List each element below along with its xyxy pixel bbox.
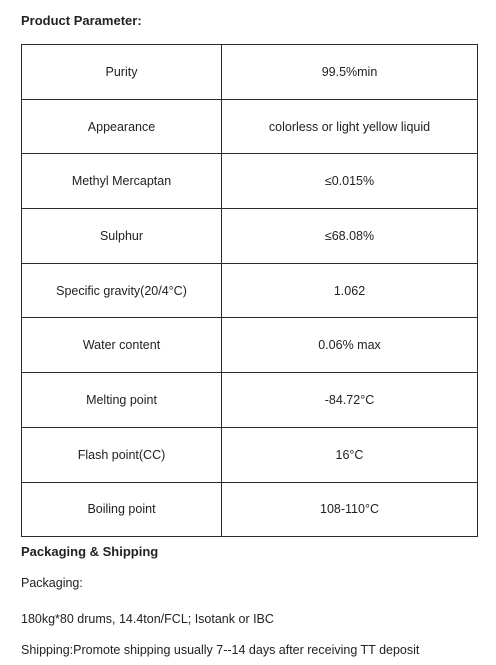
table-row	[22, 373, 478, 428]
parameter-value: ≤68.08%	[222, 209, 478, 264]
table-row	[22, 482, 478, 537]
product-parameter-heading: Product Parameter:	[21, 13, 142, 28]
parameter-name: Boiling point	[22, 482, 222, 537]
parameter-value: 99.5%min	[222, 45, 478, 100]
table-row	[22, 263, 478, 318]
packaging-detail: 180kg*80 drums, 14.4ton/FCL; Isotank or IBC	[21, 612, 274, 626]
table-row	[22, 45, 478, 100]
parameter-name: Water content	[22, 318, 222, 373]
parameter-value: -84.72°C	[222, 373, 478, 428]
packaging-shipping-heading: Packaging & Shipping	[21, 544, 159, 559]
table-row	[22, 99, 478, 154]
table-row	[22, 154, 478, 209]
parameter-name: Methyl Mercaptan	[22, 154, 222, 209]
parameter-value: 16°C	[222, 427, 478, 482]
table-row	[22, 427, 478, 482]
shipping-info: Shipping:Promote shipping usually 7--14 days after receiving TT deposit	[21, 643, 420, 657]
parameter-value: 108-110°C	[222, 482, 478, 537]
table-row	[22, 209, 478, 264]
parameter-name: Purity	[22, 45, 222, 100]
parameter-value: ≤0.015%	[222, 154, 478, 209]
parameter-value: colorless or light yellow liquid	[222, 99, 478, 154]
table-row	[22, 318, 478, 373]
parameter-name: Melting point	[22, 373, 222, 428]
parameter-name: Appearance	[22, 99, 222, 154]
parameter-name: Flash point(CC)	[22, 427, 222, 482]
parameter-name: Specific gravity(20/4°C)	[22, 263, 222, 318]
parameter-value: 1.062	[222, 263, 478, 318]
parameter-name: Sulphur	[22, 209, 222, 264]
parameter-value: 0.06% max	[222, 318, 478, 373]
parameter-table	[21, 44, 478, 537]
packaging-label: Packaging:	[21, 576, 83, 590]
